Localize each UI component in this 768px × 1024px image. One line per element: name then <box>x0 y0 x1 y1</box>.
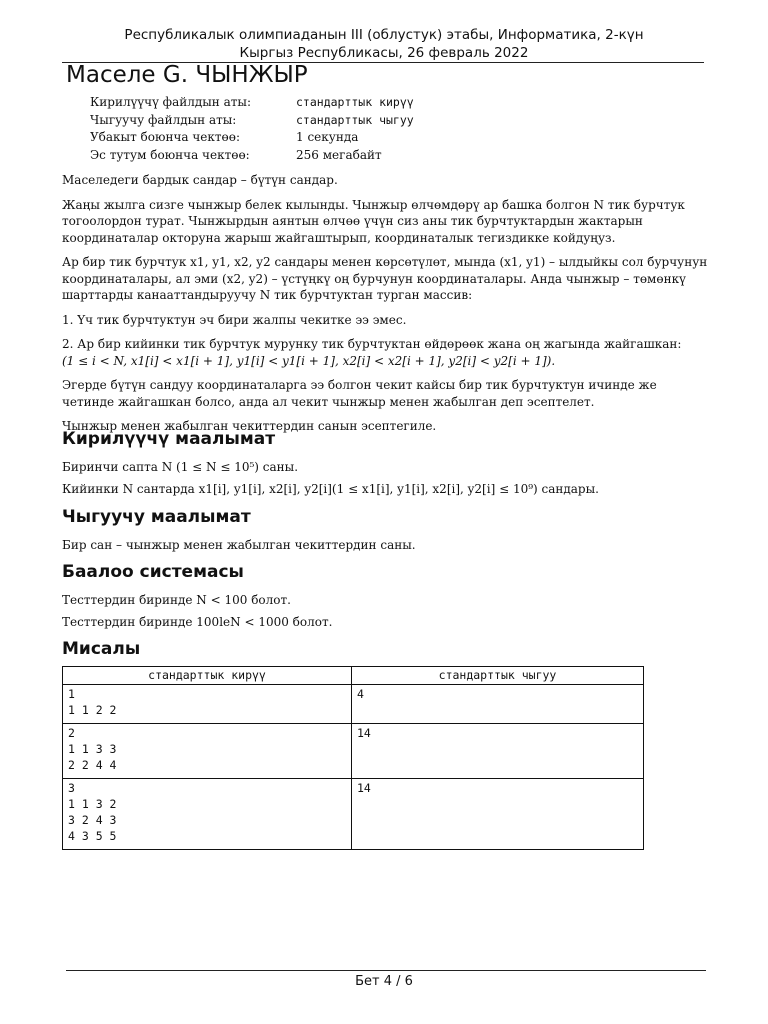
example-input: 2 1 1 3 3 2 2 4 4 <box>63 724 352 779</box>
statement-paragraph: 1. Үч тик бурчтуктун эч бири жалпы чекитке ээ эмес. <box>62 312 407 327</box>
page-number: Бет 4 / 6 <box>355 974 413 989</box>
input-line: Кийинки N сантарда x1[i], y1[i], x2[i], y2[i](1 ≤ x1[i], y1[i], x2[i], y2[i] ≤ 10⁹) сандары. <box>62 481 599 496</box>
examples-heading: Мисалы <box>62 639 141 659</box>
column-header-input: стандарттык кирүү <box>63 667 352 685</box>
problem-meta <box>90 94 414 164</box>
output-heading: Чыгуучу маалымат <box>62 507 251 527</box>
meta-value: стандарттык кирүү <box>296 95 414 109</box>
examples-table <box>62 666 644 850</box>
table-row <box>63 724 644 779</box>
input-heading: Кирилүүчү маалымат <box>62 429 276 449</box>
meta-key: Убакыт боюнча чектөө: <box>90 130 241 144</box>
footer-rule <box>66 970 706 971</box>
meta-key: Кирилүүчү файлдын аты: <box>90 95 251 109</box>
scoring-heading: Баалоо системасы <box>62 562 244 582</box>
meta-value: стандарттык чыгуу <box>296 112 414 127</box>
table-row <box>63 779 644 850</box>
meta-value: 256 мегабайт <box>296 147 382 162</box>
input-description <box>62 459 708 497</box>
scoring-line: Тесттердин биринде N < 100 болот. <box>62 593 291 607</box>
scoring-line: Тесттердин биринде 100leN < 1000 болот. <box>62 614 333 629</box>
statement-paragraph: 2. Ар бир кийинки тик бурчтук мурунку тик бурчтуктан өйдөрөөк жана оң жагында жайгашкан: <box>62 337 682 351</box>
statement-paragraph: Жаңы жылга сизге чынжыр белек кылынды. Чынжыр өлчөмдөрү ар башка болгон N тик бурчтук тогоолордон турат. Чынжырдын аянтын өлчөө үчүн сиз аны тик бурчтуктардын жактарын координаталар окторуна жарыш жайгаштырып, координаталык тегиздикке койдуңуз. <box>62 197 685 245</box>
statement-formula: (1 ≤ i < N, x1[i] < x1[i + 1], y1[i] < y1[i + 1], x2[i] < x2[i + 1], y2[i] < y2[i + 1]). <box>62 353 556 368</box>
example-input: 3 1 1 3 2 3 2 4 3 4 3 5 5 <box>63 779 352 850</box>
statement-paragraph: Эгерде бүтүн сандуу координаталарга ээ болгон чекит кайсы бир тик бурчтуктун ичинде же четинде жайгашкан болсо, анда ал чекит чынжыр менен жабылган деп эсептелет. <box>62 378 657 409</box>
column-header-output: стандарттык чыгуу <box>352 667 644 685</box>
output-description <box>62 537 708 554</box>
header-line-2: Кыргыз Республикасы, 26 февраль 2022 <box>239 45 529 61</box>
meta-key: Чыгуучу файлдын аты: <box>90 112 237 127</box>
table-row <box>63 685 644 724</box>
statement-paragraph: Чынжыр менен жабылган чекиттердин санын эсептегиле. <box>62 419 437 433</box>
input-line: Биринчи сапта N (1 ≤ N ≤ 10⁵) саны. <box>62 460 299 474</box>
statement <box>62 172 708 435</box>
header-line-1: Республикалык олимпиаданын III (облустук) этабы, Информатика, 2-күн <box>124 27 644 43</box>
example-output: 14 <box>352 724 644 779</box>
output-line: Бир сан – чынжыр менен жабылган чекиттердин саны. <box>62 538 416 552</box>
meta-value: 1 секунда <box>296 130 359 144</box>
statement-paragraph: Маселедеги бардык сандар – бүтүн сандар. <box>62 173 338 187</box>
example-output: 4 <box>352 685 644 724</box>
example-output: 14 <box>352 779 644 850</box>
scoring-description <box>62 592 708 630</box>
meta-key: Эс тутум боюнча чектөө: <box>90 147 250 162</box>
problem-title: Маселе G. ЧЫНЖЫР <box>66 62 308 88</box>
statement-paragraph: Ар бир тик бурчтук x1, y1, x2, y2 сандары менен көрсөтүлөт, мында (x1, y1) – ылдыйкы сол бурчунун координаталары, ал эми (x2, y2) – үстүңкү оң бурчунун координаталары. Анда чынжыр – төмөнкү шарттарды канааттандыруучу N тик бурчтуктан турган массив: <box>62 255 708 302</box>
example-input: 1 1 1 2 2 <box>63 685 352 724</box>
